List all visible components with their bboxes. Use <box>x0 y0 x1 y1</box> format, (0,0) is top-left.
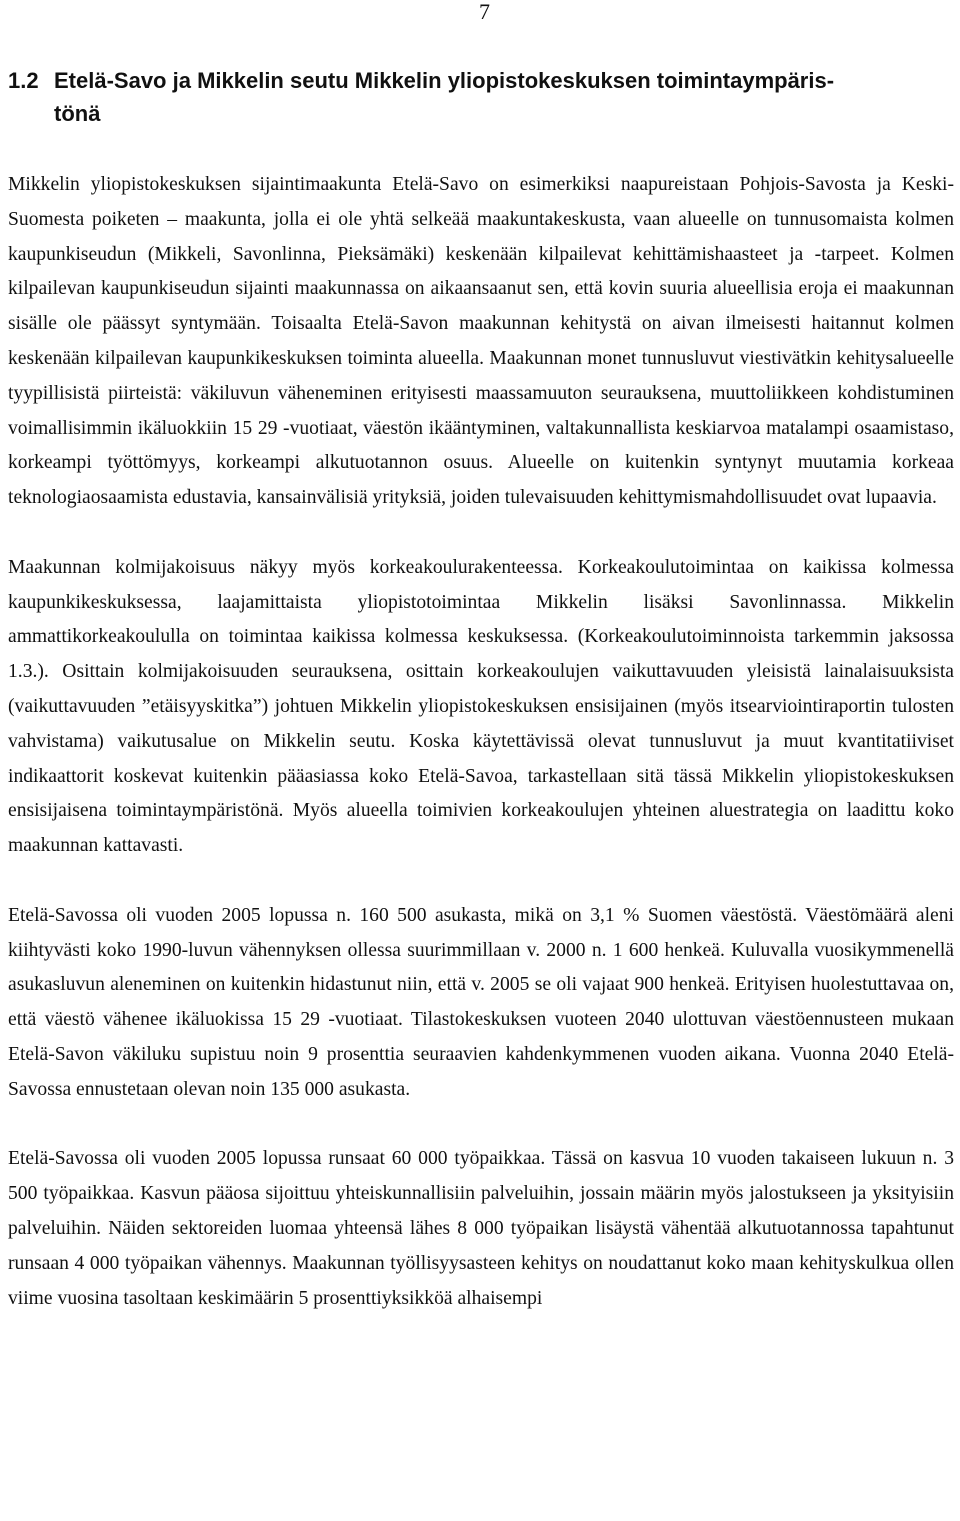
section-title-line1: Etelä-Savo ja Mikkelin seutu Mikkelin yliopistokeskuksen toimintaympäris- <box>54 68 835 93</box>
section-heading <box>8 64 948 130</box>
paragraph-2: Maakunnan kolmijakoisuus näkyy myös korkeakoulurakenteessa. Korkeakoulutoimintaa on kaikissa kolmessa kaupunkikeskuksessa, laajamittaista yliopistotoimintaa Mikkelin lisäksi Savonlinnassa. Mikkelin ammattikorkeakoululla on toimintaa kaikissa kolmessa keskuksessa. (Korkeakoulutoiminnoista tarkemmin jaksossa 1.3.). Osittain kolmijakoisuuden seurauksena, osittain korkeakoulujen vaikuttavuuden yleisistä lainalaisuuksista (vaikuttavuuden ”etäisyyskitka”) johtuen Mikkelin yliopistokeskuksen ensisijainen (myös itsearviointiraportin tulosten vahvistama) vaikutusalue on Mikkelin seutu. Koska käytettävissä olevat tunnusluvut ja muut kvantitatiiviset indikaattorit koskevat kuitenkin pääasiassa koko Etelä-Savoa, tarkastellaan sitä tässä Mikkelin yliopistokeskuksen ensisijaisena toimintaympäristönä. Myös alueella toimivien korkeakoulujen yhteinen aluestrategia on laadittu koko maakunnan kattavasti. <box>8 556 954 857</box>
section-title-line2: tönä <box>54 101 101 126</box>
body-text <box>8 168 954 1316</box>
paragraph-3: Etelä-Savossa oli vuoden 2005 lopussa n. 160 500 asukasta, mikä on 3,1 % Suomen väestöstä. Väestömäärä aleni kiihtyvästi koko 1990-luvun vähennyksen ollessa suurimmillaan v. 2000 n. 1 600 henkeä. Kuluvalla vuosikymmenellä asukasluvun aleneminen on kuitenkin hidastunut niin, että v. 2005 se oli vajaat 900 henkeä. Erityisen huolestuttavaa on, että väestö vähenee ikäluokissa 15 29 -vuotiaat. Tilastokeskuksen vuoteen 2040 ulottuvan väestöennusteen mukaan Etelä-Savon väkiluku supistuu noin 9 prosenttia seuraavien kahdenkymmenen vuoden aikana. Vuonna 2040 Etelä-Savossa ennustetaan olevan noin 135 000 asukasta. <box>8 904 954 1100</box>
paragraph-4: Etelä-Savossa oli vuoden 2005 lopussa runsaat 60 000 työpaikkaa. Tässä on kasvua 10 vuoden takaiseen lukuun n. 3 500 työpaikkaa. Kasvun pääosa sijoittuu yhteiskunnallisiin palveluihin, jossain määrin myös jalostukseen ja yksityisiin palveluihin. Näiden sektoreiden luomaa yhteensä lähes 8 000 työpaikan lisäystä vähentää alkutuotannossa tapahtunut runsaan 4 000 työpaikan vähennys. Maakunnan työllisyysasteen kehitys on noudattanut koko maan kehityskulkua ollen viime vuosina tasoltaan keskimäärin 5 prosenttiyksikköä alhaisempi <box>8 1148 954 1309</box>
paragraph-1: Mikkelin yliopistokeskuksen sijaintimaakunta Etelä-Savo on esimerkiksi naapureistaan Pohjois-Savosta ja Keski-Suomesta poiketen – maakunta, jolla ei ole yhtä selkeää maakuntakeskusta, vaan alueelle on tunnusomaista kolmen kaupunkiseudun (Mikkeli, Savonlinna, Pieksämäki) keskenään kilpailevat kehittämishaasteet ja -tarpeet. Kolmen kilpailevan kaupunkiseudun sijainti maakunnassa on aikaansaanut sen, että kovin suuria alueellisia eroja ei maakunnan sisälle ole päässyt syntymään. Toisaalta Etelä-Savon maakunnan kehitystä on aivan ilmeisesti haitannut kolmen keskenään kilpailevan kaupunkikeskuksen toiminta alueella. Maakunnan monet tunnusluvut viestivätkin kehitysalueelle tyypillisistä piirteistä: väkiluvun väheneminen erityisesti maassamuuton seurauksena, muuttoliikkeen kohdistuminen voimallisimmin ikäluokkiin 15 29 -vuotiaat, väestön ikääntyminen, valtakunnallista keskiarvoa matalampi osaamistaso, korkeampi työttömyys, korkeampi alkutuotannon osuus. Alueelle on kuitenkin syntynyt muutamia korkeaa teknologiaosaamista edustavia, kansainvälisiä yrityksiä, joiden tulevaisuuden kehittymismahdollisuudet ovat lupaavia. <box>8 174 954 509</box>
page-number: 7 <box>479 0 490 24</box>
section-number: 1.2 <box>8 68 39 93</box>
